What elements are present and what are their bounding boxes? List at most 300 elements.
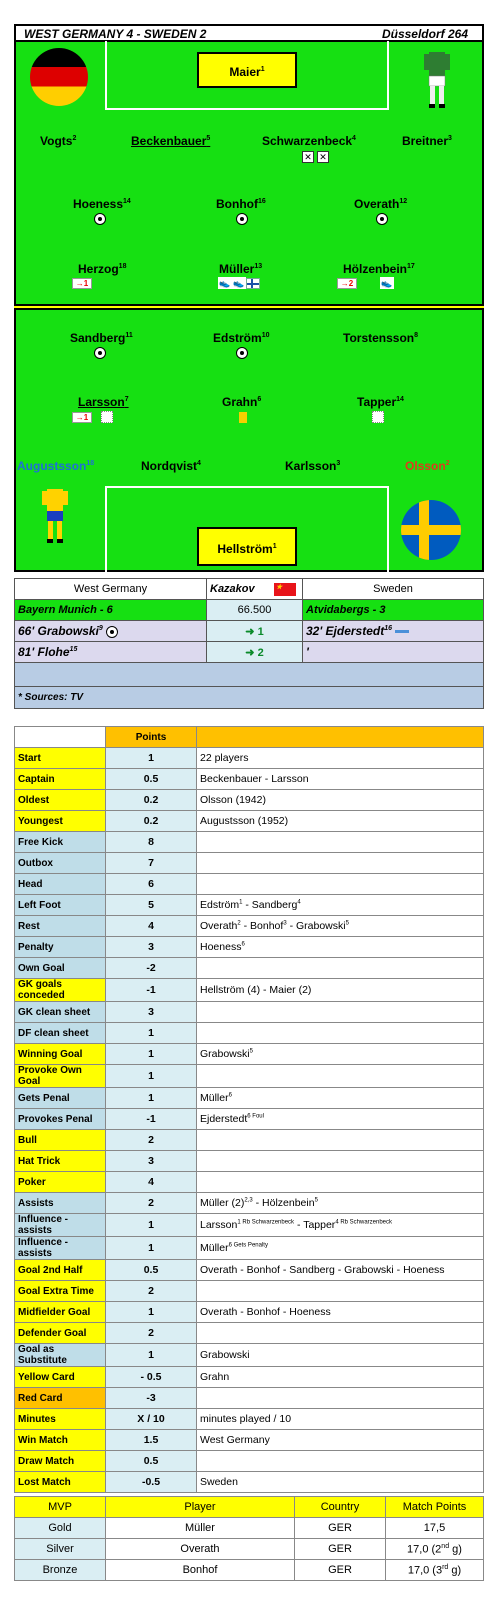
points-value: 1: [106, 1065, 197, 1088]
points-row: [15, 1367, 484, 1388]
detail-text: Olsson (1942): [200, 794, 266, 806]
home-sub-1: [15, 621, 207, 642]
points-label: Left Foot: [15, 895, 106, 916]
influence-assist-icon: [372, 411, 384, 423]
points-label: Win Match: [15, 1430, 106, 1451]
detail-text: - Grabowski: [286, 920, 346, 932]
points-value: 1: [106, 1023, 197, 1044]
points-detail: [197, 1130, 484, 1151]
player-number: 2: [72, 135, 77, 142]
points-label: Hat Trick: [15, 1151, 106, 1172]
germany-goalkeeper: [197, 52, 297, 88]
player-number: 8: [414, 332, 419, 339]
detail-text: - Tapper: [294, 1219, 336, 1231]
detail-text: Grahn: [200, 1371, 230, 1383]
points-label: Captain: [15, 769, 106, 790]
points-text: 17,0 (3: [407, 1564, 443, 1577]
points-label: Provoke Own Goal: [15, 1065, 106, 1088]
points-row: [15, 1260, 484, 1281]
points-label: Midfielder Goal: [15, 1302, 106, 1323]
yellow-card-icon: [239, 411, 247, 423]
points-value: 5: [106, 895, 197, 916]
sub-number: 15: [69, 646, 78, 653]
sub-index: 2: [257, 646, 264, 659]
detail-sup: 5: [345, 920, 349, 927]
points-detail: [197, 1151, 484, 1172]
player-number: 4: [352, 135, 356, 142]
points-value: 0.2: [106, 790, 197, 811]
venue: Düsseldorf 264: [381, 27, 468, 41]
points-text: g): [449, 1543, 462, 1556]
points-row: [15, 1151, 484, 1172]
detail-text: Müller (2): [200, 1197, 245, 1209]
player-name: Bonhof: [216, 197, 258, 211]
player-grahn: [222, 395, 261, 409]
detail-text: Grabowski: [200, 1048, 250, 1060]
player-number: 5: [206, 135, 211, 142]
detail-sup: 2: [237, 920, 241, 927]
player-number: 1: [272, 543, 277, 550]
detail-sup: 5: [249, 1048, 253, 1055]
germany-flag-icon: [30, 48, 88, 106]
mvp-medal: Bronze: [15, 1560, 106, 1581]
player-number: 3: [336, 460, 341, 467]
away-sub-2: ': [303, 642, 484, 663]
points-detail: [197, 1430, 484, 1451]
detail-sup: 3: [283, 920, 287, 927]
penalty-won-icon: [246, 278, 260, 289]
points-label: Yellow Card: [15, 1367, 106, 1388]
player-number: 11: [125, 332, 133, 339]
player-name: Hellström: [217, 542, 273, 556]
points-value: 1: [106, 1344, 197, 1367]
points-label: Start: [15, 748, 106, 769]
player-number: 17: [407, 263, 415, 270]
away-bench: Atvidabergs - 3: [303, 600, 484, 621]
points-value: 1: [106, 1237, 197, 1260]
detail-text: minutes played / 10: [200, 1413, 292, 1425]
points-detail: [197, 1344, 484, 1367]
points-detail: [197, 832, 484, 853]
detail-sup: 6: [228, 1092, 232, 1099]
rebound-assist-icon: ✕: [302, 151, 314, 163]
points-value: 0.5: [106, 769, 197, 790]
detail-sup: 4: [297, 899, 301, 906]
match-info-table: [14, 578, 484, 709]
points-value: -0.5: [106, 1472, 197, 1493]
sub-arrow-1: ➜ 1: [207, 621, 303, 642]
points-detail: [197, 1214, 484, 1237]
points-detail: [197, 895, 484, 916]
player-name: Schwarzenbeck: [262, 134, 353, 148]
points-label: Rest: [15, 916, 106, 937]
points-label: Free Kick: [15, 832, 106, 853]
player-karlsson: [285, 459, 340, 473]
player-name: Nordqvist: [141, 459, 198, 473]
points-label: Red Card: [15, 1388, 106, 1409]
mvp-medal: Silver: [15, 1539, 106, 1560]
points-row: [15, 790, 484, 811]
detail-text: Larsson: [200, 1219, 238, 1231]
points-detail: [197, 1367, 484, 1388]
points-value: 8: [106, 832, 197, 853]
points-detail: [197, 1023, 484, 1044]
away-sub-1: [303, 621, 484, 642]
points-label: Bull: [15, 1130, 106, 1151]
detail-text: Overath: [200, 920, 238, 932]
sub-number: 9: [98, 625, 103, 632]
detail-text: Hellström (4) - Maier (2): [200, 984, 312, 996]
mvp-country: GER: [295, 1539, 386, 1560]
goal-ball-icon: [94, 213, 106, 225]
sub-text: 32' Ejderstedt: [306, 624, 385, 638]
germany-gk-kit-icon: [424, 50, 450, 108]
points-label: Provokes Penal: [15, 1109, 106, 1130]
points-value: 3: [106, 1002, 197, 1023]
detail-sup: 1 Rb Schwarzenbeck: [237, 1219, 295, 1226]
points-detail: [197, 1451, 484, 1472]
match-title-bar: [14, 24, 484, 42]
points-label: Poker: [15, 1172, 106, 1193]
points-value: 2: [106, 1323, 197, 1344]
player-number: 3: [448, 135, 452, 142]
detail-text: Beckenbauer - Larsson: [200, 773, 309, 785]
player-number: 14: [123, 198, 131, 205]
player-name: Müller: [219, 262, 255, 276]
player-number: 1: [260, 66, 265, 73]
points-detail: [197, 1044, 484, 1065]
detail-text: Ejderstedt: [200, 1113, 248, 1125]
player-number: 16: [257, 198, 266, 205]
points-label: Youngest: [15, 811, 106, 832]
muller-icons: [218, 277, 260, 289]
points-value: 3: [106, 937, 197, 958]
detail-text: - Sandberg: [242, 899, 298, 911]
points-row: [15, 1214, 484, 1237]
points-label: Influence - assists: [15, 1237, 106, 1260]
points-detail: [197, 1302, 484, 1323]
mvp-table: [14, 1496, 484, 1581]
mvp-points: 17,5: [386, 1518, 484, 1539]
points-detail: [197, 979, 484, 1002]
points-value: 1: [106, 1088, 197, 1109]
sub-number: 1: [83, 412, 89, 422]
points-label: Goal Extra Time: [15, 1281, 106, 1302]
points-ordinal: nd: [441, 1542, 450, 1550]
points-value: 4: [106, 1172, 197, 1193]
player-number: 18: [118, 263, 127, 270]
points-label: Minutes: [15, 1409, 106, 1430]
player-number: 2: [445, 460, 450, 467]
sources: * Sources: TV: [15, 687, 484, 709]
sub-off-arrow-icon: →2: [337, 277, 357, 289]
points-detail: [197, 811, 484, 832]
detail-text: - Bonhof: [240, 920, 284, 932]
points-detail: [197, 1237, 484, 1260]
sub-arrow-2: ➜ 2: [207, 642, 303, 663]
points-value: 4: [106, 916, 197, 937]
player-sandberg: [70, 331, 133, 345]
points-detail: [197, 1065, 484, 1088]
player-edstrom: [213, 331, 269, 345]
mvp-country-header: Country: [295, 1497, 386, 1518]
goal-ball-icon: [236, 213, 248, 225]
player-name: Grahn: [222, 395, 258, 409]
sweden-kit-icon: [42, 487, 68, 545]
player-name: Tapper: [357, 395, 397, 409]
points-detail: [197, 748, 484, 769]
player-number: 12: [399, 198, 408, 205]
points-value: 6: [106, 874, 197, 895]
points-detail: [197, 769, 484, 790]
points-label: Gets Penal: [15, 1088, 106, 1109]
player-name: Augustsson: [17, 459, 87, 473]
player-augustsson: [17, 459, 94, 473]
player-name: Karlsson: [285, 459, 337, 473]
goal-ball-icon: [376, 213, 388, 225]
points-value: 0.2: [106, 811, 197, 832]
points-header-detail: [197, 727, 484, 748]
away-team: Sweden: [303, 579, 484, 600]
mvp-points: [386, 1560, 484, 1581]
sub-off-arrow-icon: →1: [72, 411, 92, 423]
points-label: Influence - assists: [15, 1214, 106, 1237]
points-row: [15, 1023, 484, 1044]
points-row: [15, 1472, 484, 1493]
points-row: [15, 1344, 484, 1367]
points-row: [15, 937, 484, 958]
player-hoeness: [73, 197, 131, 211]
player-number: 4: [197, 460, 201, 467]
points-row: [15, 1409, 484, 1430]
referee-name: Kazakov: [210, 583, 255, 595]
assist-boot-icon: 👟: [233, 278, 245, 289]
detail-text: Overath - Bonhof - Hoeness: [200, 1306, 331, 1318]
points-row: [15, 1302, 484, 1323]
player-number: 10: [261, 332, 270, 339]
points-row: [15, 1065, 484, 1088]
points-row: [15, 748, 484, 769]
detail-sup: 6 Gets Penalty: [228, 1242, 268, 1249]
detail-sup: 6: [241, 941, 245, 948]
sub-off-arrow-icon: →1: [72, 277, 92, 289]
player-vogts: [40, 134, 76, 148]
points-row: [15, 1130, 484, 1151]
mvp-header: MVP: [15, 1497, 106, 1518]
points-row: [15, 1237, 484, 1260]
sub-number: 2: [348, 278, 354, 288]
player-name: Vogts: [40, 134, 73, 148]
mvp-player: Müller: [106, 1518, 295, 1539]
points-detail: [197, 1193, 484, 1214]
points-value: 1: [106, 1044, 197, 1065]
mvp-medal: Gold: [15, 1518, 106, 1539]
points-detail: [197, 958, 484, 979]
detail-text: - Hölzenbein: [252, 1197, 315, 1209]
player-number: 14: [396, 396, 404, 403]
player-schwarzenbeck: [262, 134, 356, 148]
player-torstensson: [343, 331, 418, 345]
points-value: - 0.5: [106, 1367, 197, 1388]
sweden-flag-icon: [401, 500, 461, 560]
player-overath: [354, 197, 407, 211]
player-name: Herzog: [78, 262, 119, 276]
points-row: [15, 1323, 484, 1344]
schwarzenbeck-icons: [302, 151, 329, 163]
points-row: [15, 895, 484, 916]
points-label: GK goals conceded: [15, 979, 106, 1002]
goal-ball-icon: [106, 626, 118, 638]
points-detail: [197, 916, 484, 937]
points-value: -1: [106, 979, 197, 1002]
player-number: 18: [86, 460, 95, 467]
player-name: Overath: [354, 197, 400, 211]
points-row: [15, 769, 484, 790]
mvp-country: GER: [295, 1560, 386, 1581]
points-value: X / 10: [106, 1409, 197, 1430]
points-detail: [197, 1281, 484, 1302]
points-row: [15, 979, 484, 1002]
detail-sup: 4 Rb Schwarzenbeck: [335, 1219, 393, 1226]
player-name: Olsson: [405, 459, 446, 473]
points-label: GK clean sheet: [15, 1002, 106, 1023]
sub-number: 16: [384, 625, 393, 632]
detail-text: Augustsson (1952): [200, 815, 289, 827]
home-sub-2: [15, 642, 207, 663]
home-team: West Germany: [15, 579, 207, 600]
player-name: Edström: [213, 331, 262, 345]
points-value: -3: [106, 1388, 197, 1409]
points-value: 2: [106, 1193, 197, 1214]
points-table: [14, 726, 484, 1493]
influence-line-icon: [395, 630, 409, 633]
points-label: Draw Match: [15, 1451, 106, 1472]
detail-text: Hoeness: [200, 941, 242, 953]
points-value: 1: [106, 748, 197, 769]
points-row: [15, 1044, 484, 1065]
points-text: g): [448, 1564, 462, 1577]
points-label: Head: [15, 874, 106, 895]
points-detail: [197, 1109, 484, 1130]
goal-ball-icon: [94, 347, 106, 359]
points-body: [15, 748, 484, 1493]
detail-text: Müller: [200, 1242, 229, 1254]
detail-text: 22 players: [200, 752, 249, 764]
points-detail: [197, 937, 484, 958]
points-value: 1.5: [106, 1430, 197, 1451]
points-row: [15, 1430, 484, 1451]
mvp-points-header: Match Points: [386, 1497, 484, 1518]
points-label: Outbox: [15, 853, 106, 874]
points-row: [15, 1451, 484, 1472]
points-label: Oldest: [15, 790, 106, 811]
points-value: -1: [106, 1109, 197, 1130]
player-number: 7: [124, 396, 129, 403]
points-label: Winning Goal: [15, 1044, 106, 1065]
sub-number: 1: [83, 278, 89, 288]
player-name: Hoeness: [73, 197, 124, 211]
points-row: [15, 1088, 484, 1109]
points-text: 17,0 (2: [407, 1543, 442, 1556]
points-value: 3: [106, 1151, 197, 1172]
assist-boot-icon: 👟: [381, 278, 393, 289]
points-detail: [197, 1002, 484, 1023]
player-beckenbauer: [131, 134, 210, 148]
points-row: [15, 811, 484, 832]
points-value: 7: [106, 853, 197, 874]
points-label: Assists: [15, 1193, 106, 1214]
points-detail: [197, 1409, 484, 1430]
points-label: Goal 2nd Half: [15, 1260, 106, 1281]
influence-assist-icon: [101, 411, 113, 423]
player-name: Larsson: [78, 395, 125, 409]
detail-text: Sweden: [200, 1476, 238, 1488]
points-header-blank: [15, 727, 106, 748]
sub-text: 66' Grabowski: [18, 624, 99, 638]
detail-text: Edström: [200, 899, 240, 911]
points-row: [15, 1388, 484, 1409]
player-breitner: [402, 134, 452, 148]
empty-row: [15, 663, 484, 687]
player-name: Breitner: [402, 134, 449, 148]
points-label: DF clean sheet: [15, 1023, 106, 1044]
detail-sup: 2,3: [244, 1197, 253, 1204]
points-header: Points: [106, 727, 197, 748]
points-detail: [197, 1088, 484, 1109]
detail-text: Overath - Bonhof - Sandberg - Grabowski - Hoeness: [200, 1264, 445, 1276]
points-row: [15, 958, 484, 979]
detail-text: Müller: [200, 1092, 229, 1104]
points-value: 0.5: [106, 1260, 197, 1281]
assist-boot-icon: 👟: [219, 278, 231, 289]
mvp-player: Overath: [106, 1539, 295, 1560]
player-number: 6: [257, 396, 262, 403]
mvp-player-header: Player: [106, 1497, 295, 1518]
points-detail: [197, 1172, 484, 1193]
player-holzenbein: [343, 262, 415, 276]
player-tapper: [357, 395, 404, 409]
points-value: -2: [106, 958, 197, 979]
points-row: [15, 832, 484, 853]
points-row: [15, 916, 484, 937]
detail-sup: 1: [239, 899, 243, 906]
player-bonhof: [216, 197, 266, 211]
points-detail: [197, 1260, 484, 1281]
points-value: 1: [106, 1214, 197, 1237]
points-row: [15, 1109, 484, 1130]
points-detail: [197, 874, 484, 895]
detail-text: West Germany: [200, 1434, 270, 1446]
player-herzog: [78, 262, 126, 276]
rebound-assist-icon: ✕: [317, 151, 329, 163]
points-row: [15, 1281, 484, 1302]
referee-cell: [207, 579, 303, 600]
halfway-line: [14, 304, 484, 310]
player-larsson: [78, 395, 129, 409]
points-row: [15, 1002, 484, 1023]
points-ordinal: rd: [442, 1563, 449, 1571]
points-detail: [197, 1388, 484, 1409]
points-row: [15, 853, 484, 874]
points-value: 1: [106, 1302, 197, 1323]
attendance: 66.500: [207, 600, 303, 621]
sweden-goalkeeper: [197, 527, 297, 566]
points-row: [15, 874, 484, 895]
player-olsson: [405, 459, 450, 473]
points-detail: [197, 1472, 484, 1493]
mvp-points: [386, 1539, 484, 1560]
mvp-player: Bonhof: [106, 1560, 295, 1581]
